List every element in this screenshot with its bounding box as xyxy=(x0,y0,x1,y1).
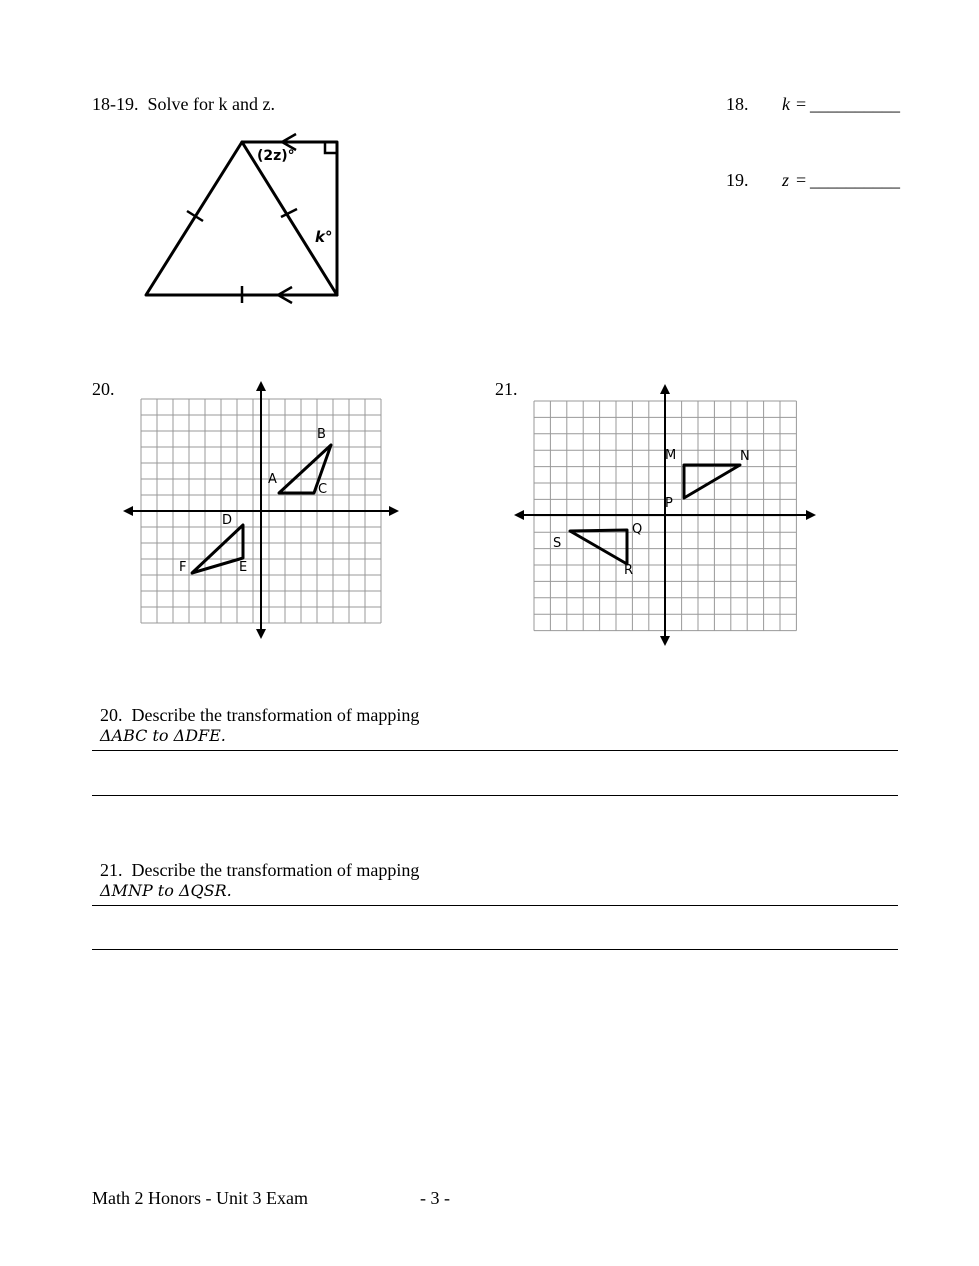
graph-20 xyxy=(120,378,405,643)
problem-21-number: 21. xyxy=(495,379,518,399)
answer-18-variable: k xyxy=(782,94,790,114)
point-label-a: A xyxy=(268,472,277,487)
angle-label-k: k° xyxy=(315,228,333,246)
point-label-n: N xyxy=(740,449,750,464)
trapezoid-diagonal xyxy=(242,142,337,295)
question-20-text: 20. Describe the transformation of mapping xyxy=(100,705,420,725)
right-angle-marker xyxy=(325,142,337,153)
answer-line-21a[interactable] xyxy=(92,905,898,906)
y-axis-arrow-up-21 xyxy=(660,384,670,394)
trapezoid-figure xyxy=(130,125,360,315)
x-axis-arrow-left-20 xyxy=(123,506,133,516)
answer-line-21b[interactable] xyxy=(92,949,898,950)
triangle-dfe xyxy=(192,525,243,573)
triangle-qsr xyxy=(570,530,627,564)
problem-20-number: 20. xyxy=(92,379,115,399)
point-label-d: D xyxy=(222,513,233,528)
y-axis-arrow-down-21 xyxy=(660,636,670,646)
trapezoid-outline xyxy=(146,142,337,295)
answer-19-variable: z xyxy=(782,170,790,190)
point-label-p: P xyxy=(665,496,673,511)
question-20 xyxy=(92,688,419,746)
question-21-math: ΔMNP to ΔQSR. xyxy=(100,881,232,900)
point-label-s: S xyxy=(553,536,562,551)
x-axis-arrow-right-21 xyxy=(806,510,816,520)
footer-page-number: - 3 - xyxy=(420,1188,450,1208)
answer-19-equals: = xyxy=(796,170,807,190)
question-21 xyxy=(92,843,419,901)
question-20-math: ΔABC to ΔDFE. xyxy=(100,726,226,745)
point-label-b: B xyxy=(317,427,326,442)
point-label-f: F xyxy=(179,560,187,575)
answer-18-blank[interactable]: __________ xyxy=(810,94,900,114)
answer-18-equals: = xyxy=(796,94,807,114)
question-21-text: 21. Describe the transformation of mapping xyxy=(100,860,420,880)
point-label-q: Q xyxy=(632,522,643,537)
x-axis-arrow-left-21 xyxy=(514,510,524,520)
point-label-c: C xyxy=(318,482,328,497)
triangle-mnp xyxy=(684,465,740,498)
point-label-e: E xyxy=(239,560,248,575)
point-label-m: M xyxy=(665,448,677,463)
y-axis-arrow-down-20 xyxy=(256,629,266,639)
y-axis-arrow-up-20 xyxy=(256,381,266,391)
x-axis-arrow-right-20 xyxy=(389,506,399,516)
graph-21 xyxy=(510,380,825,650)
problem-18-19-prompt: 18-19. Solve for k and z. xyxy=(92,94,275,114)
answer-line-20b[interactable] xyxy=(92,795,898,796)
answer-18-number: 18. xyxy=(726,94,749,114)
angle-label-2z: (2z)° xyxy=(257,148,295,164)
answer-19-number: 19. xyxy=(726,170,749,190)
answer-19-blank[interactable]: __________ xyxy=(810,170,900,190)
answer-line-20a[interactable] xyxy=(92,750,898,751)
point-label-r: R xyxy=(624,563,634,578)
footer-course: Math 2 Honors - Unit 3 Exam xyxy=(92,1188,308,1208)
